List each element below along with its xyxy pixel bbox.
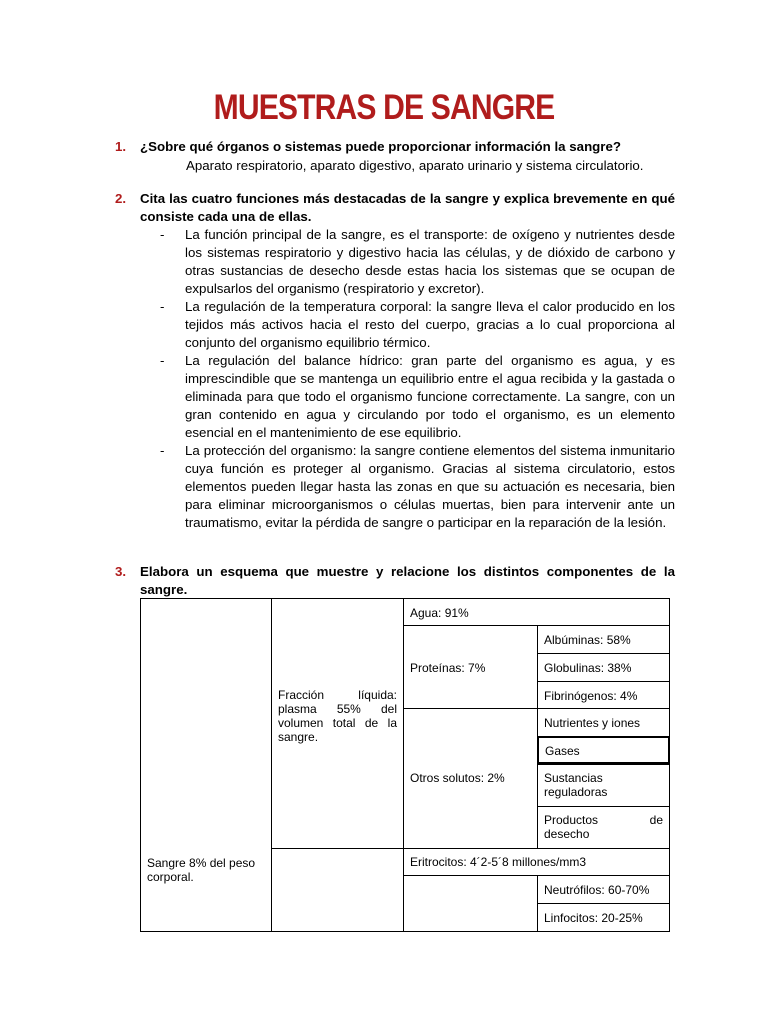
cell-proteinas: Proteínas: 7% (403, 625, 538, 709)
list-item-text: La protección del organismo: la sangre contiene elementos del sistema inmunitario cuya función es proteger al organismo. Gracias al sistema circulatorio, estos elementos pueden llegar hasta las zonas en que su actuación es necesaria, bien para eliminar microorganismos o células muertas, bien para intervenir ante un traumatismo, evitar la pérdida de sangre o participar en la reparación de la lesión. (185, 443, 675, 530)
question-2 (115, 190, 675, 532)
bullet-dash: - (160, 443, 165, 458)
cell-empty (403, 875, 538, 932)
question-1 (115, 138, 675, 175)
question-number: 1. (115, 139, 127, 154)
cell-sustancias: Sustancias reguladoras (537, 764, 670, 807)
question-3 (115, 563, 675, 599)
cell-agua: Agua: 91% (403, 598, 670, 626)
list-item-text: La función principal de la sangre, es el transporte: de oxígeno y nutrientes desde los sistemas respiratorio y digestivo hacia las células, y de dióxido de carbono y otras sustancias de desecho desde estas hacia los sistemas que se ocupan de expulsarlos del organismo (respiratorio y excretor). (185, 227, 675, 296)
list-item (160, 352, 675, 442)
question-text: Cita las cuatro funciones más destacadas de la sangre y explica brevemente en qué consiste cada una de ellas. (140, 191, 675, 224)
bullet-dash: - (160, 353, 165, 368)
cell-nutrientes: Nutrientes y iones (537, 708, 670, 737)
cell-albuminas: Albúminas: 58% (537, 625, 670, 654)
bullet-dash: - (160, 227, 165, 242)
cell-otros-solutos: Otros solutos: 2% (403, 708, 538, 849)
cell-productos (537, 806, 670, 849)
cell-globulinas: Globulinas: 38% (537, 653, 670, 682)
cell-fraccion-liquida: Fracción líquida: plasma 55% del volumen total de la sangre. (271, 598, 404, 849)
list-item (160, 226, 675, 298)
list-item-text: La regulación de la temperatura corporal: la sangre lleva el calor producido en los tejidos más activos hacia el resto del cuerpo, gracias a lo cual proporciona al conjunto del organismo equilibrio térmico. (185, 299, 675, 350)
list-item-text: La regulación del balance hídrico: gran parte del organismo es agua, y es imprescindible que se mantenga un equilibrio entre el agua recibida y la gastada o eliminada para que todo el organismo funcione correctamente. La sangre, con un gran contenido en agua y circulando por todo el organismo, es un elemento esencial en el mantenimiento de ese equilibrio. (185, 353, 675, 440)
question-text: ¿Sobre qué órganos o sistemas puede proporcionar información la sangre? (140, 139, 621, 154)
blood-components-table (140, 598, 670, 932)
cell-neutrofilos: Neutrófilos: 60-70% (537, 875, 670, 904)
question-text: Elabora un esquema que muestre y relacione los distintos componentes de la sangre. (140, 564, 675, 597)
list-item (160, 442, 675, 532)
cell-empty (271, 848, 404, 932)
list-item (160, 298, 675, 352)
page-title: MUESTRAS DE SANGRE (213, 88, 555, 127)
cell-productos-text: Productos de desecho (544, 813, 663, 841)
bullet-dash: - (160, 299, 165, 314)
cell-eritrocitos: Eritrocitos: 4´2-5´8 millones/mm3 (403, 848, 670, 876)
cell-sangre: Sangre 8% del peso corporal. (140, 598, 272, 932)
cell-linfocitos: Linfocitos: 20-25% (537, 903, 670, 932)
question-number: 2. (115, 191, 127, 206)
cell-fibrinogenos: Fibrinógenos: 4% (537, 681, 670, 709)
question-number: 3. (115, 564, 127, 579)
cell-gases: Gases (537, 736, 670, 764)
answer-text: Aparato respiratorio, aparato digestivo, aparato urinario y sistema circulatorio. (186, 158, 644, 173)
